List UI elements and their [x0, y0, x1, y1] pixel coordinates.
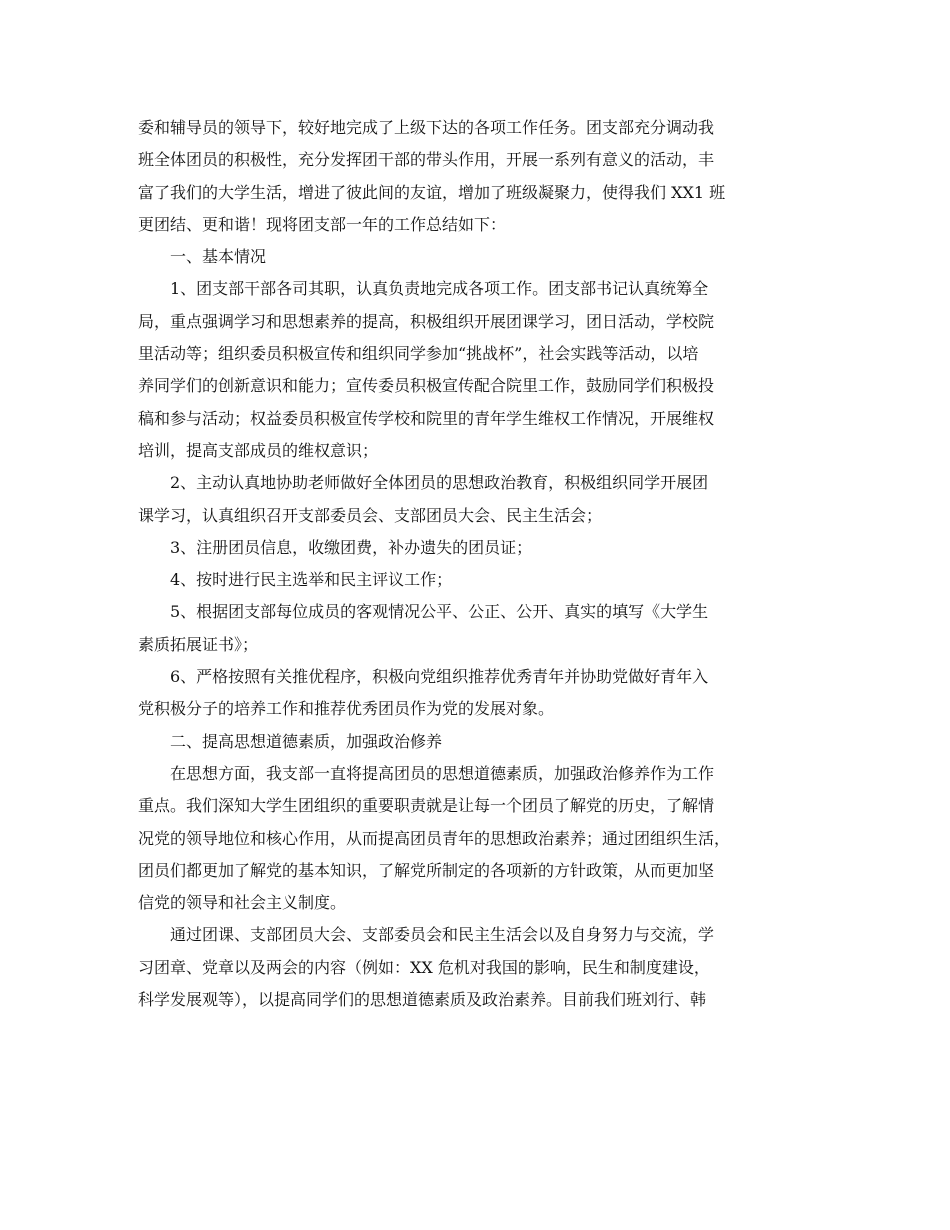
- text-line: 科学发展观等），以提高同学们的思想道德素质及政治素养。目前我们班刘行、韩: [138, 990, 707, 1010]
- text-line: 稿和参与活动；权益委员积极宣传学校和院里的青年学生维权工作情况，开展维权: [138, 408, 715, 428]
- text-line: 团员们都更加了解党的基本知识，了解党所制定的各项新的方针政策，从而更加坚: [138, 860, 715, 880]
- text-line: 1、团支部干部各司其职，认真负责地完成各项工作。团支部书记认真统筹全: [170, 279, 709, 299]
- text-line: 班全体团员的积极性，充分发挥团干部的带头作用，开展一系列有意义的活动，丰: [138, 150, 715, 170]
- text-line: 局，重点强调学习和思想素养的提高，积极组织开展团课学习，团日活动，学校院: [138, 311, 715, 331]
- text-line: 委和辅导员的领导下，较好地完成了上级下达的各项工作任务。团支部充分调动我: [138, 118, 715, 137]
- text-line: 4、按时进行民主选举和民主评议工作；: [170, 570, 453, 590]
- text-line: 富了我们的大学生活，增进了彼此间的友谊，增加了班级凝聚力，使得我们 XX1 班: [138, 182, 726, 202]
- text-line: 课学习，认真组织召开支部委员会、支部团员大会、民主生活会；: [138, 505, 603, 525]
- text-line: 在思想方面，我支部一直将提高团员的思想道德素质，加强政治修养作为工作: [170, 763, 715, 783]
- text-line: 重点。我们深知大学生团组织的重要职责就是让每一个团员了解党的历史，了解情: [138, 796, 715, 816]
- text-line: 6、严格按照有关推优程序，积极向党组织推荐优秀青年并协助党做好青年入: [170, 667, 709, 687]
- text-line: 5、根据团支部每位成员的客观情况公平、公正、公开、真实的填写《大学生: [170, 602, 709, 622]
- text-line: 通过团课、支部团员大会、支部委员会和民主生活会以及自身努力与交流，学: [170, 925, 715, 945]
- document-body: [138, 112, 818, 1016]
- text-line: 习团章、党章以及两会的内容（例如：XX 危机对我国的影响，民生和制度建设，: [138, 957, 710, 977]
- text-line: 二、提高思想道德素质，加强政治修养: [170, 731, 443, 751]
- text-line: 况党的领导地位和核心作用，从而提高团员青年的思想政治素养；通过团组织生活，: [138, 828, 731, 848]
- text-line: 一、基本情况: [170, 247, 267, 267]
- text-line: 养同学们的创新意识和能力；宣传委员积极宣传配合院里工作，鼓励同学们积极投: [138, 376, 715, 396]
- text-line: 党积极分子的培养工作和推荐优秀团员作为党的发展对象。: [138, 699, 555, 719]
- text-line: 培训，提高支部成员的维权意识；: [138, 440, 379, 460]
- text-line: 素质拓展证书》；: [138, 634, 259, 654]
- text-line: 3、注册团员信息，收缴团费，补办遗失的团员证；: [170, 537, 533, 557]
- text-line: 里活动等；组织委员积极宣传和组织同学参加“挑战杯”，社会实践等活动，以培: [138, 344, 699, 364]
- text-line: 信党的领导和社会主义制度。: [138, 893, 347, 913]
- text-line: 2、主动认真地协助老师做好全体团员的思想政治教育，积极组织同学开展团: [170, 473, 709, 493]
- text-line: 更团结、更和谐！现将团支部一年的工作总结如下：: [138, 214, 507, 234]
